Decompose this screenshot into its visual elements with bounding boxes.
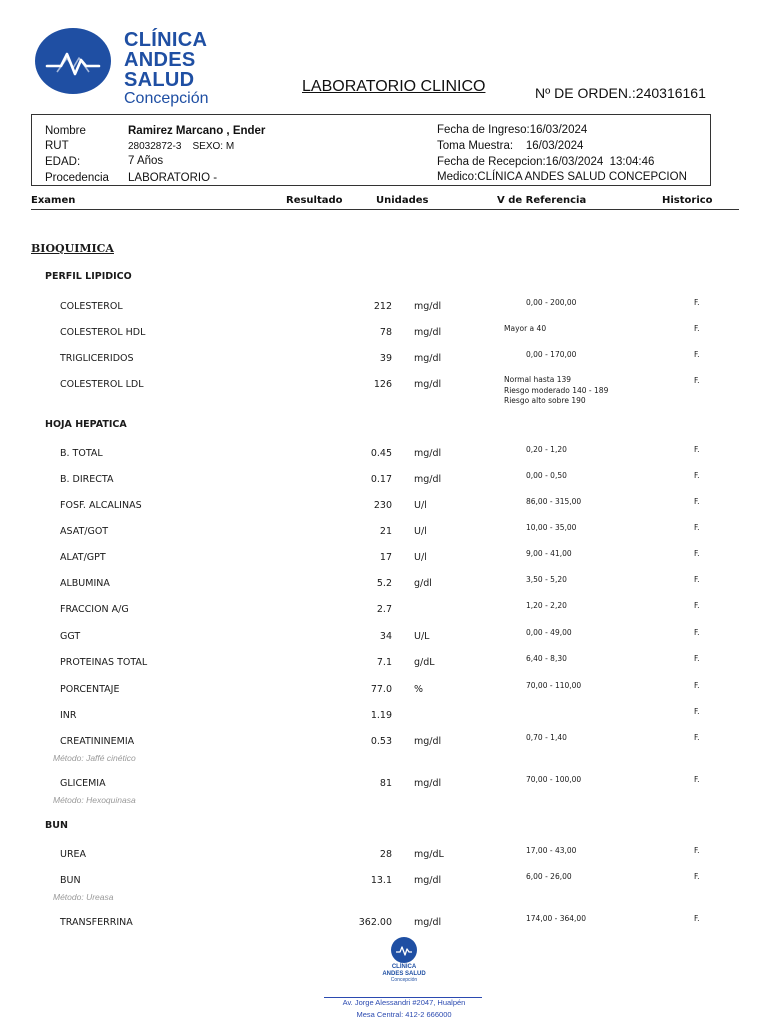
exam-reference: 6,40 - 8,30	[526, 654, 567, 663]
result-row	[0, 846, 768, 867]
exam-result: 21	[379, 526, 392, 537]
exam-name: FRACCION A/G	[60, 604, 129, 615]
exam-result: 2.7	[376, 604, 392, 615]
name-label: Nombre	[45, 125, 86, 137]
exam-history: F.	[694, 681, 700, 690]
ref-line-3: Riesgo alto sobre 190	[504, 396, 586, 405]
result-row	[0, 471, 768, 492]
exam-reference: 3,50 - 5,20	[526, 575, 567, 584]
exam-history: F.	[694, 628, 700, 637]
exam-unit: mg/dl	[414, 327, 442, 338]
exam-reference: 6,00 - 26,00	[526, 872, 572, 881]
exam-history: F.	[694, 324, 700, 333]
exam-name: TRANSFERRINA	[60, 917, 133, 928]
exam-result: 0.17	[370, 474, 392, 485]
exam-result: 78	[379, 327, 392, 338]
exam-history: F.	[694, 914, 700, 923]
patient-name: Ramirez Marcano , Ender	[128, 125, 266, 137]
footer-logo-mark-icon	[391, 937, 417, 963]
ref-line-1: Normal hasta 139	[504, 375, 572, 384]
exam-history: F.	[694, 298, 700, 307]
exam-unit: U/L	[414, 631, 430, 642]
exam-reference: 1,20 - 2,20	[526, 601, 567, 610]
exam-reference: 174,00 - 364,00	[526, 914, 586, 923]
exam-reference: 0,00 - 0,50	[526, 471, 567, 480]
column-examen: Examen	[31, 195, 76, 206]
report-title: LABORATORIO CLINICO	[302, 78, 486, 95]
exam-name: FOSF. ALCALINAS	[60, 500, 142, 511]
logo-line-3: Concepción	[124, 90, 209, 107]
exam-history: F.	[694, 445, 700, 454]
result-row	[0, 549, 768, 570]
exam-name: GLICEMIA	[60, 778, 106, 789]
patient-info-box	[31, 114, 711, 186]
exam-name: INR	[60, 710, 77, 721]
result-row	[0, 733, 768, 754]
toma-muestra: Toma Muestra: 16/03/2024	[437, 140, 584, 152]
footer-brand-line-1: CLÍNICA	[391, 964, 417, 970]
result-row	[0, 775, 768, 796]
header-divider	[31, 209, 739, 210]
exam-history: F.	[694, 707, 700, 716]
exam-unit: U/l	[414, 552, 427, 563]
exam-result: 7.1	[376, 657, 392, 668]
result-row	[0, 523, 768, 544]
exam-result: 126	[373, 379, 392, 390]
fecha-recepcion: Fecha de Recepcion:16/03/2024 13:04:46	[437, 156, 655, 168]
exam-history: F.	[694, 497, 700, 506]
group-bun: BUN	[45, 820, 68, 831]
exam-name: B. TOTAL	[60, 448, 103, 459]
exam-result: 0.53	[370, 736, 392, 747]
exam-history: F.	[694, 471, 700, 480]
exam-result: 362.00	[358, 917, 392, 928]
method-note-glicemia: Método: Hexoquinasa	[53, 795, 136, 805]
exam-name: ALBUMINA	[60, 578, 110, 589]
exam-reference: 70,00 - 110,00	[526, 681, 582, 690]
exam-reference: 70,00 - 100,00	[526, 775, 582, 784]
section-title: BIOQUIMICA	[31, 242, 114, 255]
exam-name: CREATININEMIA	[60, 736, 135, 747]
exam-reference: 0,70 - 1,40	[526, 733, 567, 742]
exam-unit: mg/dl	[414, 875, 442, 886]
exam-reference: 0,20 - 1,20	[526, 445, 567, 454]
exam-history: F.	[694, 872, 700, 881]
patient-procedencia: LABORATORIO -	[128, 172, 218, 184]
result-row	[0, 654, 768, 675]
exam-unit: g/dL	[414, 657, 435, 668]
exam-result: 13.1	[370, 875, 392, 886]
exam-name: PORCENTAJE	[60, 684, 120, 695]
result-row	[0, 497, 768, 518]
exam-reference: 0,00 - 200,00	[526, 298, 577, 307]
exam-reference: 10,00 - 35,00	[526, 523, 577, 532]
footer-brand-line-2: ANDES SALUD	[382, 970, 426, 977]
exam-result: 28	[379, 849, 392, 860]
exam-result: 39	[379, 353, 392, 364]
exam-unit: mg/dl	[414, 917, 442, 928]
exam-history: F.	[694, 733, 700, 742]
result-row	[0, 681, 768, 702]
result-row	[0, 298, 768, 319]
column-historico: Historico	[662, 195, 713, 206]
logo-line-2: ANDES SALUD	[124, 49, 196, 91]
exam-name: UREA	[60, 849, 87, 860]
result-row	[0, 324, 768, 345]
exam-history: F.	[694, 775, 700, 784]
column-unidades: Unidades	[376, 195, 429, 206]
method-note-bun: Método: Ureasa	[53, 892, 114, 902]
exam-name: ALAT/GPT	[60, 552, 106, 563]
exam-unit: mg/dl	[414, 474, 442, 485]
exam-result: 17	[379, 552, 392, 563]
method-note-creatininemia: Método: Jaffé cinético	[53, 753, 136, 763]
result-row	[0, 707, 768, 728]
result-row	[0, 628, 768, 649]
result-row	[0, 575, 768, 596]
logo-line-1: CLÍNICA	[124, 29, 208, 51]
result-row	[0, 601, 768, 622]
exam-unit: mg/dL	[414, 849, 444, 860]
edad-label: EDAD:	[45, 156, 81, 168]
exam-history: F.	[694, 654, 700, 663]
exam-history: F.	[694, 549, 700, 558]
group-hoja-hepatica: HOJA HEPATICA	[45, 419, 127, 430]
fecha-ingreso: Fecha de Ingreso:16/03/2024	[437, 124, 588, 136]
exam-unit: g/dl	[414, 578, 432, 589]
exam-result: 34	[379, 631, 392, 642]
exam-reference: 0,00 - 49,00	[526, 628, 572, 637]
medico: Medico:CLÍNICA ANDES SALUD CONCEPCION	[437, 171, 687, 183]
exam-unit: U/l	[414, 500, 427, 511]
exam-reference	[504, 375, 608, 407]
result-row	[0, 872, 768, 893]
exam-name: PROTEINAS TOTAL	[60, 657, 148, 668]
exam-unit: mg/dl	[414, 379, 442, 390]
ref-line-2: Riesgo moderado 140 - 189	[504, 385, 609, 395]
exam-name: ASAT/GOT	[60, 526, 109, 537]
exam-name: COLESTEROL	[60, 301, 123, 312]
column-resultado: Resultado	[286, 195, 343, 206]
exam-result: 0.45	[370, 448, 392, 459]
procedencia-label: Procedencia	[45, 172, 109, 184]
exam-unit: U/l	[414, 526, 427, 537]
exam-history: F.	[694, 350, 700, 359]
result-row	[0, 445, 768, 466]
order-label: Nº DE ORDEN.:	[535, 85, 636, 101]
exam-reference: Mayor a 40	[504, 324, 547, 333]
footer-phone: Mesa Central: 412-2 666000	[356, 1010, 452, 1019]
group-perfil-lipidico: PERFIL LIPIDICO	[45, 271, 132, 282]
exam-name: BUN	[60, 875, 81, 886]
exam-unit: mg/dl	[414, 736, 442, 747]
exam-history: F.	[694, 846, 700, 855]
exam-result: 212	[373, 301, 392, 312]
order-value: 240316161	[635, 85, 706, 101]
exam-result: 5.2	[376, 578, 392, 589]
exam-result: 1.19	[370, 710, 392, 721]
exam-reference: 86,00 - 315,00	[526, 497, 582, 506]
result-row	[0, 350, 768, 371]
rut-label: RUT	[45, 140, 69, 152]
exam-reference: 0,00 - 170,00	[526, 350, 577, 359]
patient-rut: 28032872-3 SEXO: M	[128, 141, 235, 152]
exam-name: B. DIRECTA	[60, 474, 114, 485]
footer-address: Av. Jorge Alessandri #2047, Hualpén	[342, 998, 466, 1007]
exam-unit: %	[414, 684, 424, 695]
clinic-logo-mark-icon	[35, 28, 111, 94]
exam-unit: mg/dl	[414, 778, 442, 789]
exam-name: GGT	[60, 631, 81, 642]
column-referencia: V de Referencia	[497, 195, 587, 206]
exam-name: COLESTEROL HDL	[60, 327, 146, 338]
exam-name: COLESTEROL LDL	[60, 379, 144, 390]
exam-history: F.	[694, 575, 700, 584]
exam-reference: 17,00 - 43,00	[526, 846, 577, 855]
order-number	[535, 85, 706, 101]
exam-name: TRIGLICERIDOS	[60, 353, 134, 364]
exam-unit: mg/dl	[414, 448, 442, 459]
exam-unit: mg/dl	[414, 353, 442, 364]
exam-unit: mg/dl	[414, 301, 442, 312]
exam-history: F.	[694, 601, 700, 610]
footer-brand-line-3: Concepción	[390, 977, 418, 983]
result-row	[0, 375, 768, 405]
clinic-logo	[35, 26, 260, 107]
exam-result: 77.0	[370, 684, 392, 695]
patient-edad: 7 Años	[128, 155, 164, 167]
exam-result: 230	[373, 500, 392, 511]
exam-history: F.	[694, 523, 700, 532]
result-row	[0, 914, 768, 935]
footer-logo	[377, 937, 431, 989]
exam-history: F.	[694, 376, 700, 385]
exam-result: 81	[379, 778, 392, 789]
exam-reference: 9,00 - 41,00	[526, 549, 572, 558]
